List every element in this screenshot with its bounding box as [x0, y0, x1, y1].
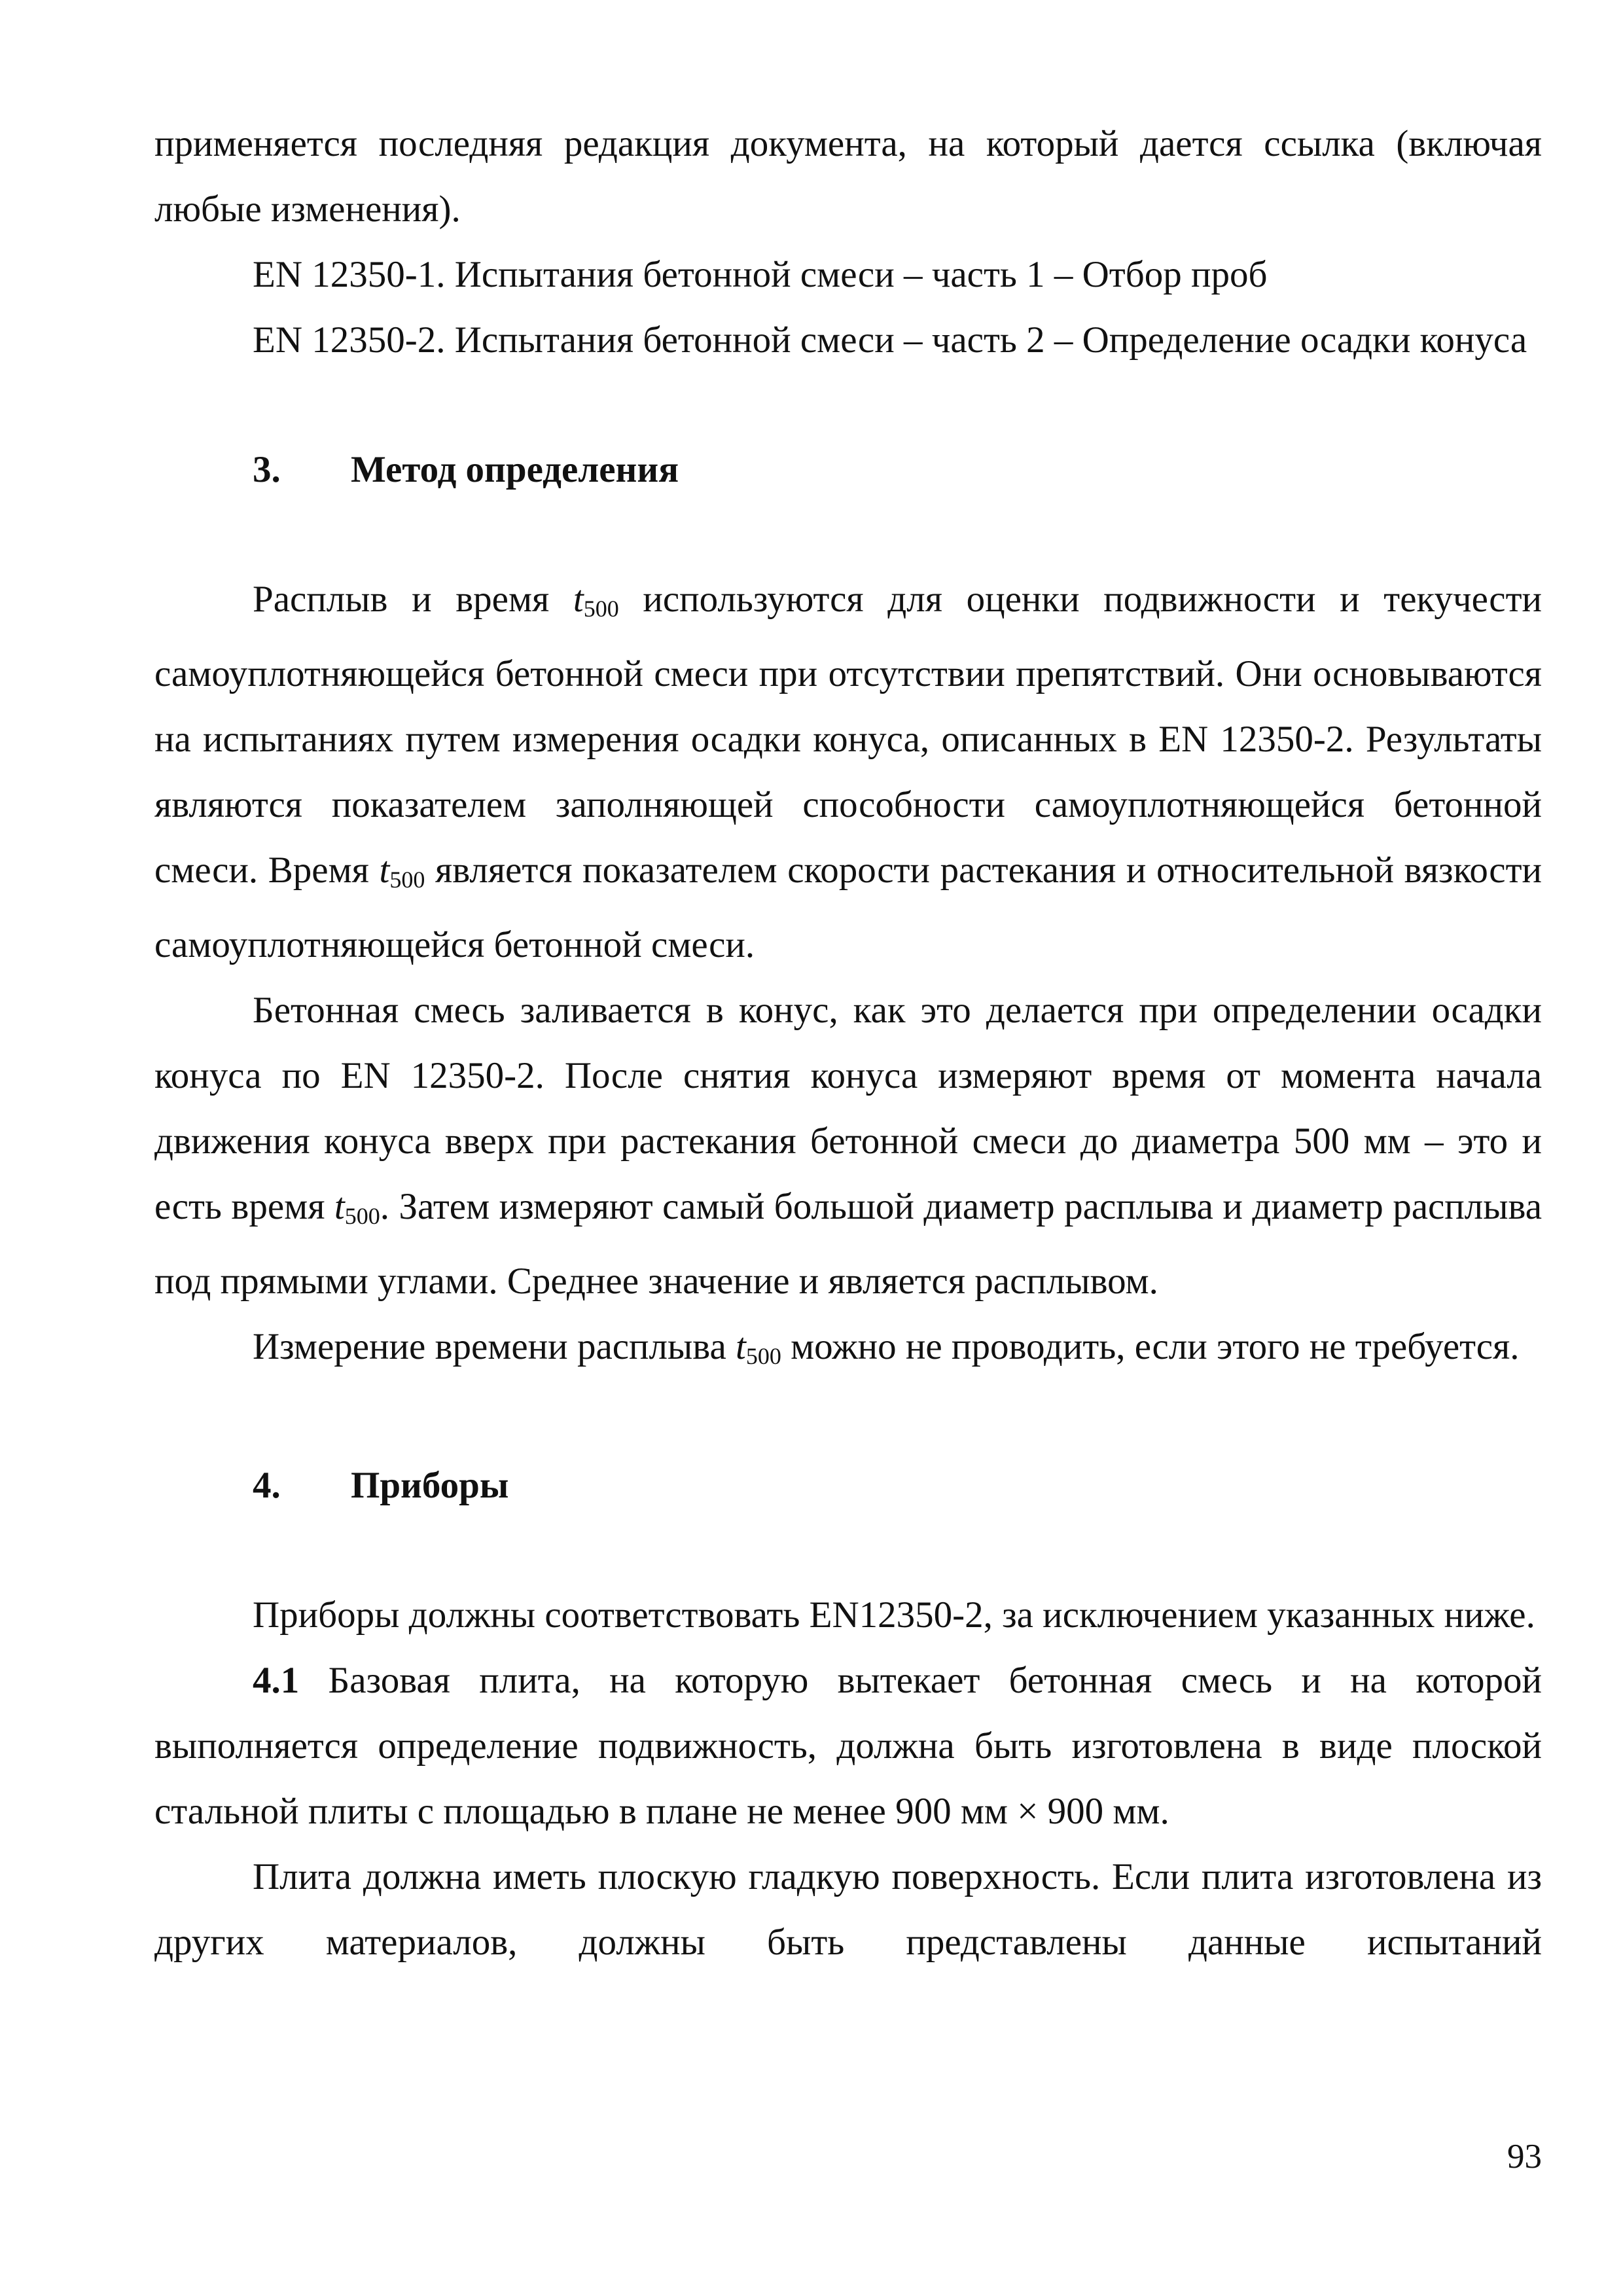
- paragraph-plate-surface: Плита должна иметь плоскую гладкую поверхность. Если плита изготовлена из других материалов, должны быть представлены данные испытаний: [154, 1856, 1542, 1963]
- paragraph-procedure: Бетонная смесь заливается в конус, как это делается при определении осадки конуса по EN 12350-2. После снятия конуса измеряют время от момента начала движения конуса вверх при растекания бетонной смеси до диаметра 500 мм – это и есть время $t_{500}$. Затем измеряют самый большой диаметр расплыва и диаметр расплыва под прямыми углами. Среднее значение и является расплывом.: [154, 990, 1542, 1302]
- clause-number: 4.1: [253, 1660, 300, 1701]
- t500-symbol: $t_{500}$: [379, 850, 425, 893]
- paragraph-method-overview: Расплыв и время $t_{500}$ используются для оценки подвижности и текучести самоуплотняющейся бетонной смеси при отсутствии препятствий. Они основываются на испытаниях путем измерения осадки конуса, описанных в EN 12350-2. Результаты являются показателем заполняющей способности самоуплотняющейся бетонной смеси. Время $t_{500}$ является показателем скорости растекания и относительной вязкости самоуплотняющейся бетонной смеси.: [154, 579, 1542, 965]
- paragraph-apparatus-intro: Приборы должны соответствовать EN12350-2, за исключением указанных ниже.: [253, 1594, 1535, 1636]
- section-3-heading: [154, 437, 1542, 503]
- t500-symbol: $t_{500}$: [334, 1186, 380, 1229]
- paragraph-base-plate: 4.1 Базовая плита, на которую вытекает бетонная смесь и на которой выполняется определение подвижность, должна быть изготовлена в виде плоской стальной плиты с площадью в плане не менее 900 мм × 900 мм.: [154, 1660, 1542, 1832]
- section-title: Метод определения: [351, 449, 679, 490]
- t500-symbol: $t_{500}$: [573, 579, 619, 622]
- document-page: [154, 111, 1542, 1975]
- paragraph-references-intro: применяется последняя редакция документа, на который дается ссылка (включая любые изменения).: [154, 123, 1542, 230]
- section-number: 3.: [253, 449, 281, 490]
- paragraph-optional-measurement: Измерение времени расплыва $t_{500}$ можно не проводить, если этого не требуется.: [253, 1326, 1520, 1369]
- page-number: 93: [1507, 2138, 1542, 2176]
- section-number: 4.: [253, 1465, 281, 1506]
- section-title: Приборы: [351, 1465, 509, 1506]
- section-4-heading: [154, 1453, 1542, 1518]
- reference-en-12350-1: EN 12350-1. Испытания бетонной смеси – часть 1 – Отбор проб: [253, 254, 1268, 295]
- reference-en-12350-2: EN 12350-2. Испытания бетонной смеси – часть 2 – Определение осадки конуса: [253, 319, 1527, 361]
- t500-symbol: $t_{500}$: [736, 1326, 781, 1369]
